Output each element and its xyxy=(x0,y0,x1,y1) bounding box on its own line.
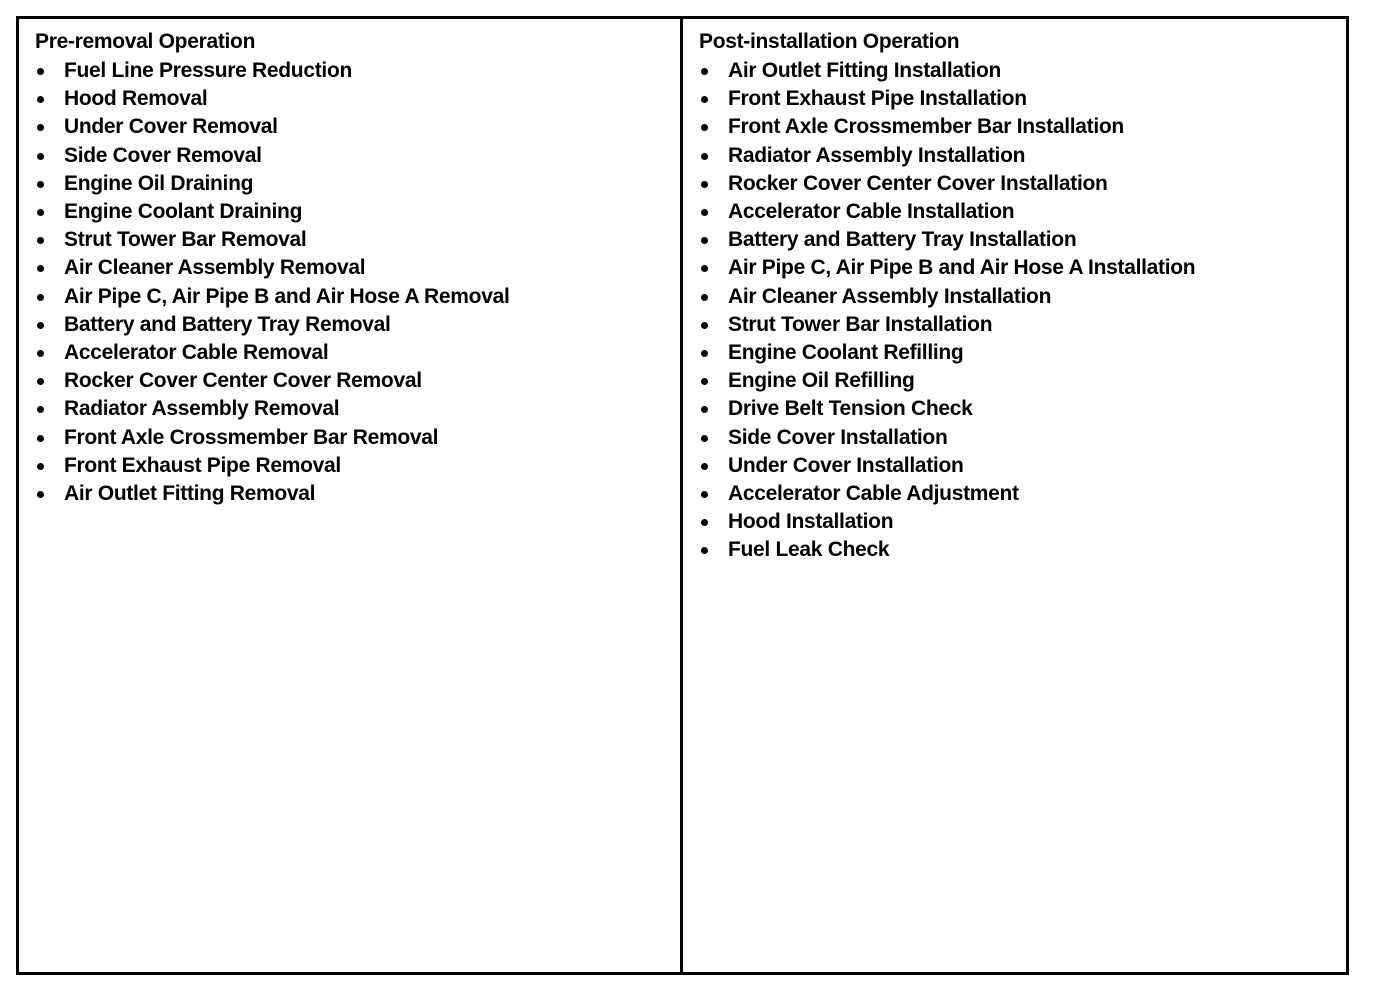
bullet-icon xyxy=(37,435,44,442)
bullet-icon xyxy=(701,322,708,329)
list-item-label: Radiator Assembly Removal xyxy=(64,397,340,421)
bullet-icon xyxy=(37,491,44,498)
bullet-icon xyxy=(701,265,708,272)
list-item-label: Strut Tower Bar Removal xyxy=(64,228,307,252)
list-item-label: Engine Oil Refilling xyxy=(728,369,915,393)
list-item xyxy=(699,85,1346,113)
post-installation-column xyxy=(683,19,1346,972)
list-item-label: Hood Installation xyxy=(728,510,894,534)
bullet-icon xyxy=(37,378,44,385)
list-item xyxy=(35,339,680,367)
list-item-label: Fuel Line Pressure Reduction xyxy=(64,59,352,82)
bullet-icon xyxy=(701,350,708,357)
procedure-table xyxy=(16,16,1349,975)
list-item xyxy=(699,536,1346,564)
list-item-label: Strut Tower Bar Installation xyxy=(728,312,993,336)
list-item xyxy=(699,311,1346,339)
list-item xyxy=(35,170,680,198)
list-item xyxy=(35,452,680,480)
list-item-label: Front Axle Crossmember Bar Removal xyxy=(64,425,439,449)
list-item xyxy=(35,142,680,170)
list-item xyxy=(35,424,680,452)
list-item xyxy=(35,367,680,395)
bullet-icon xyxy=(701,294,708,301)
list-item xyxy=(35,85,680,113)
list-item-label: Side Cover Removal xyxy=(64,143,262,167)
bullet-icon xyxy=(701,519,708,526)
list-item xyxy=(699,508,1346,536)
list-item-label: Front Exhaust Pipe Removal xyxy=(64,453,341,477)
bullet-icon xyxy=(37,294,44,301)
list-item xyxy=(699,283,1346,311)
bullet-icon xyxy=(701,96,708,103)
bullet-icon xyxy=(701,68,708,75)
list-item-label: Radiator Assembly Installation xyxy=(728,143,1026,167)
list-item-label: Engine Oil Draining xyxy=(64,171,254,195)
bullet-icon xyxy=(37,181,44,188)
list-item xyxy=(699,367,1346,395)
list-item xyxy=(699,480,1346,508)
list-item xyxy=(699,198,1346,226)
list-item-label: Under Cover Installation xyxy=(728,453,964,477)
bullet-icon xyxy=(701,124,708,131)
post-installation-list xyxy=(699,57,1346,565)
list-item xyxy=(35,113,680,141)
bullet-icon xyxy=(701,209,708,216)
bullet-icon xyxy=(701,153,708,160)
bullet-icon xyxy=(37,350,44,357)
list-item xyxy=(35,254,680,282)
bullet-icon xyxy=(701,237,708,244)
list-item xyxy=(35,395,680,423)
list-item-label: Accelerator Cable Removal xyxy=(64,341,329,365)
list-item-label: Drive Belt Tension Check xyxy=(728,397,973,421)
bullet-icon xyxy=(37,322,44,329)
list-item-label: Engine Coolant Draining xyxy=(64,200,303,224)
bullet-icon xyxy=(37,209,44,216)
list-item xyxy=(35,198,680,226)
list-item xyxy=(699,226,1346,254)
list-item-label: Engine Coolant Refilling xyxy=(728,341,964,365)
post-installation-heading: Post-installation Operation xyxy=(699,30,960,53)
bullet-icon xyxy=(37,68,44,75)
list-item xyxy=(699,170,1346,198)
list-item xyxy=(35,311,680,339)
list-item xyxy=(699,452,1346,480)
list-item-label: Air Pipe C, Air Pipe B and Air Hose A Removal xyxy=(64,284,510,308)
list-item-label: Rocker Cover Center Cover Removal xyxy=(64,369,422,393)
list-item-label: Battery and Battery Tray Removal xyxy=(64,312,391,336)
list-item xyxy=(699,57,1346,85)
bullet-icon xyxy=(37,406,44,413)
list-item xyxy=(699,142,1346,170)
list-item-label: Accelerator Cable Adjustment xyxy=(728,482,1019,506)
list-item-label: Front Axle Crossmember Bar Installation xyxy=(728,115,1124,139)
bullet-icon xyxy=(37,124,44,131)
bullet-icon xyxy=(37,265,44,272)
pre-removal-list xyxy=(35,57,680,508)
list-item-label: Fuel Leak Check xyxy=(728,538,890,562)
list-item-label: Under Cover Removal xyxy=(64,115,278,139)
pre-removal-column xyxy=(19,19,683,972)
list-item xyxy=(35,283,680,311)
bullet-icon xyxy=(701,406,708,413)
list-item-label: Air Outlet Fitting Installation xyxy=(728,59,1002,82)
list-item xyxy=(35,480,680,508)
bullet-icon xyxy=(701,463,708,470)
list-item-label: Battery and Battery Tray Installation xyxy=(728,228,1077,252)
bullet-icon xyxy=(701,378,708,385)
list-item xyxy=(35,226,680,254)
bullet-icon xyxy=(37,463,44,470)
list-item xyxy=(35,57,680,85)
bullet-icon xyxy=(701,181,708,188)
list-item-label: Accelerator Cable Installation xyxy=(728,200,1015,224)
list-item-label: Air Cleaner Assembly Removal xyxy=(64,256,366,280)
list-item-label: Front Exhaust Pipe Installation xyxy=(728,87,1027,111)
list-item xyxy=(699,395,1346,423)
list-item-label: Hood Removal xyxy=(64,87,208,111)
list-item xyxy=(699,424,1346,452)
bullet-icon xyxy=(701,491,708,498)
list-item-label: Air Cleaner Assembly Installation xyxy=(728,284,1052,308)
bullet-icon xyxy=(701,435,708,442)
bullet-icon xyxy=(701,547,708,554)
list-item xyxy=(699,339,1346,367)
pre-removal-heading: Pre-removal Operation xyxy=(35,30,256,53)
list-item-label: Side Cover Installation xyxy=(728,425,948,449)
bullet-icon xyxy=(37,153,44,160)
list-item xyxy=(699,254,1346,282)
list-item xyxy=(699,113,1346,141)
bullet-icon xyxy=(37,96,44,103)
list-item-label: Air Pipe C, Air Pipe B and Air Hose A Installation xyxy=(728,256,1196,280)
list-item-label: Air Outlet Fitting Removal xyxy=(64,482,316,506)
bullet-icon xyxy=(37,237,44,244)
list-item-label: Rocker Cover Center Cover Installation xyxy=(728,171,1108,195)
